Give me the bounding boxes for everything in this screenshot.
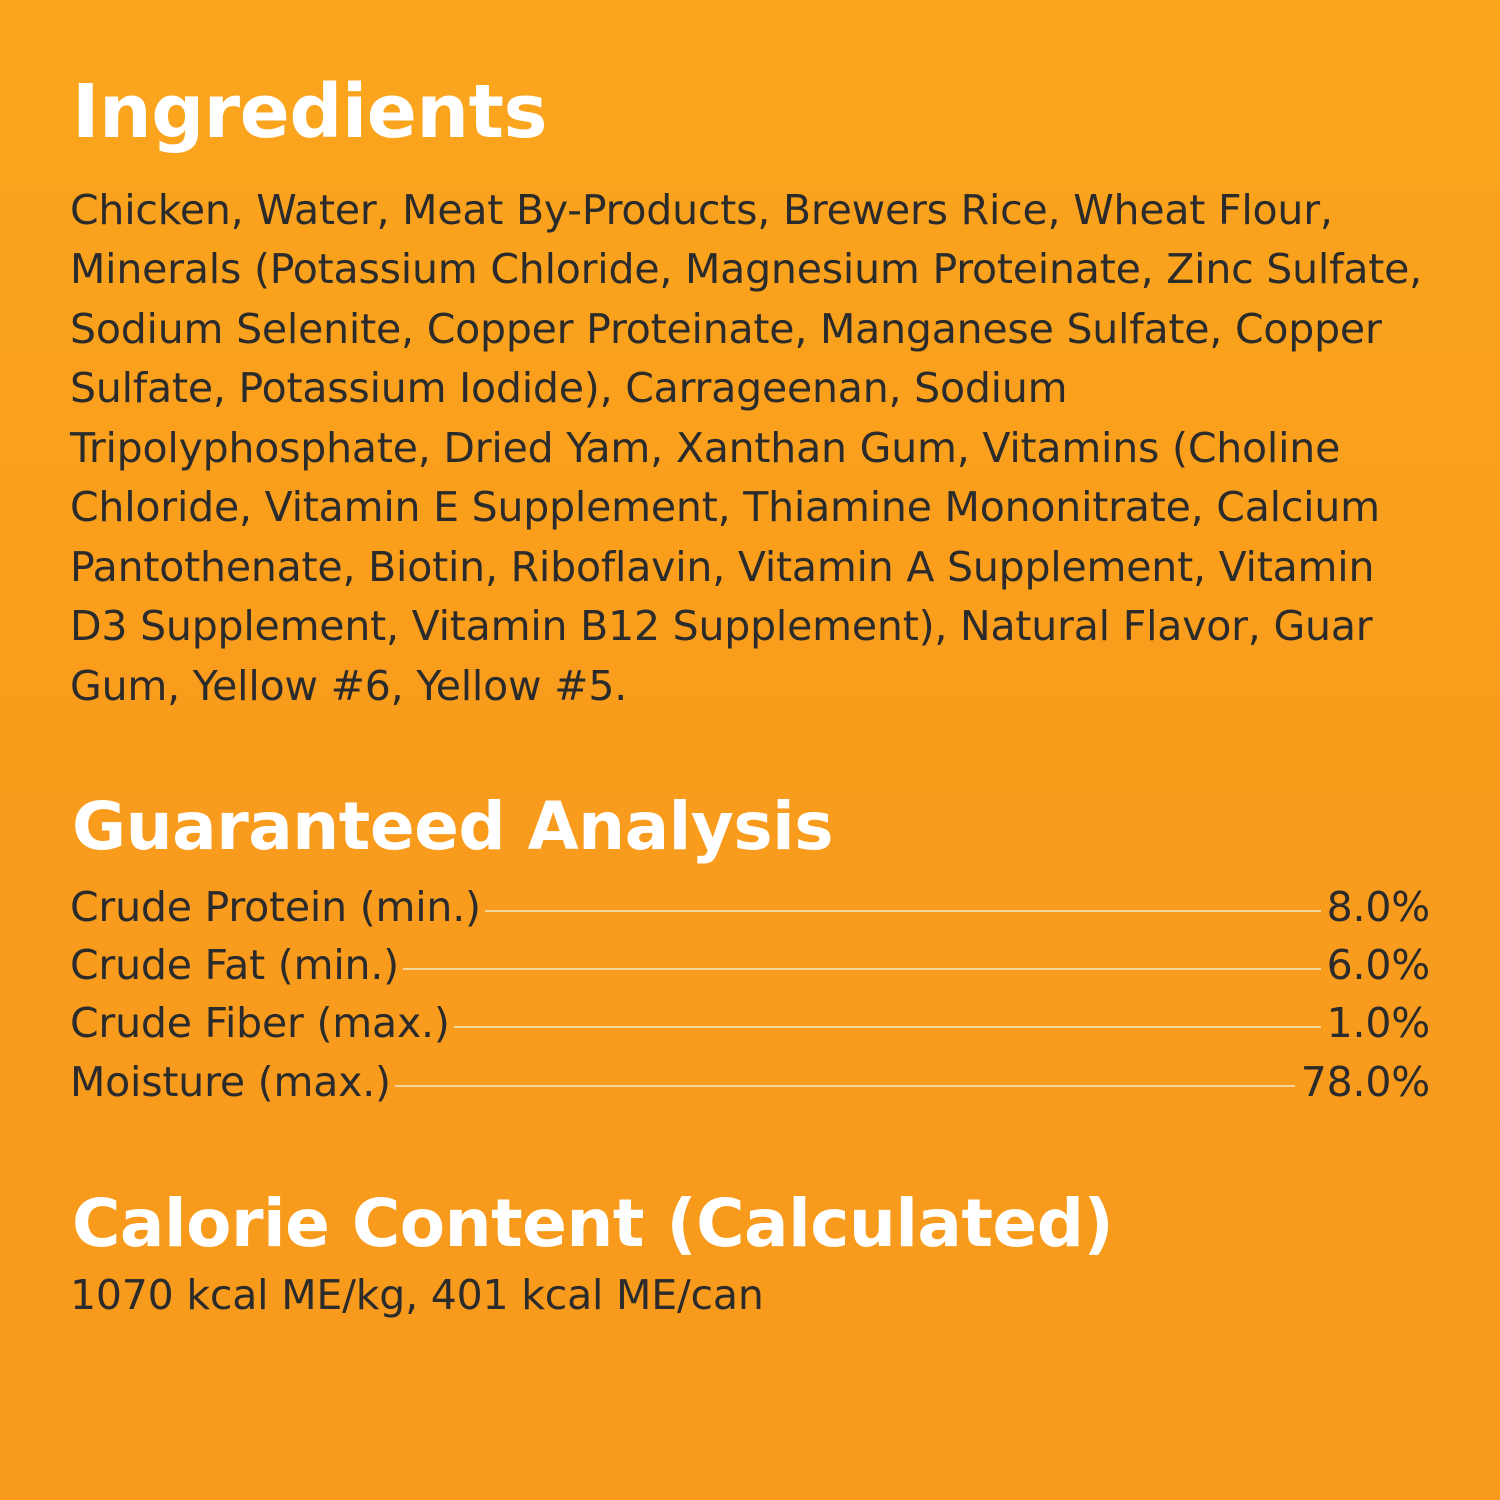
analysis-row — [70, 994, 1430, 1052]
analysis-value: 78.0% — [1300, 1057, 1430, 1106]
guaranteed-analysis-list — [70, 878, 1430, 1111]
calorie-content-heading: Calorie Content (Calculated) — [72, 1184, 1114, 1262]
ingredients-text: Chicken, Water, Meat By-Products, Brewers Rice, Wheat Flour, Minerals (Potassium Chloride, Magnesium Proteinate, Zinc Sulfate, Sodium Selenite, Copper Proteinate, Manganese Sulfate, Copper Sulfate, Potassium Iodide), Carrageenan, Sodium Tripolyphosphate, Dried Yam, Xanthan Gum, Vitamins (Choline Chloride, Vitamin E Supplement, Thiamine Mononitrate, Calcium Pantothenate, Biotin, Riboflavin, Vitamin A Supplement, Vitamin D3 Supplement, Vitamin B12 Supplement), Natural Flavor, Guar Gum, Yellow #6, Yellow #5. — [70, 186, 1422, 710]
analysis-value: 8.0% — [1326, 882, 1430, 931]
leader-line — [485, 880, 1321, 921]
spacer-after-ingredients — [70, 716, 1430, 794]
analysis-label: Moisture (max.) — [70, 1057, 391, 1106]
leader-line — [454, 996, 1321, 1037]
leader-line — [395, 1055, 1295, 1096]
spacer-after-analysis — [70, 1111, 1430, 1191]
analysis-label: Crude Fat (min.) — [70, 941, 399, 990]
guaranteed-analysis-heading: Guaranteed Analysis — [72, 787, 834, 865]
analysis-row — [70, 936, 1430, 994]
analysis-value: 6.0% — [1326, 941, 1430, 990]
analysis-row — [70, 1053, 1430, 1111]
analysis-value: 1.0% — [1326, 999, 1430, 1048]
analysis-label: Crude Protein (min.) — [70, 882, 481, 931]
analysis-row — [70, 878, 1430, 936]
ingredients-heading: Ingredients — [72, 69, 547, 155]
leader-line — [403, 938, 1321, 979]
analysis-label: Crude Fiber (max.) — [70, 999, 450, 1048]
calorie-content-text: 1070 kcal ME/kg, 401 kcal ME/can — [70, 1270, 764, 1319]
